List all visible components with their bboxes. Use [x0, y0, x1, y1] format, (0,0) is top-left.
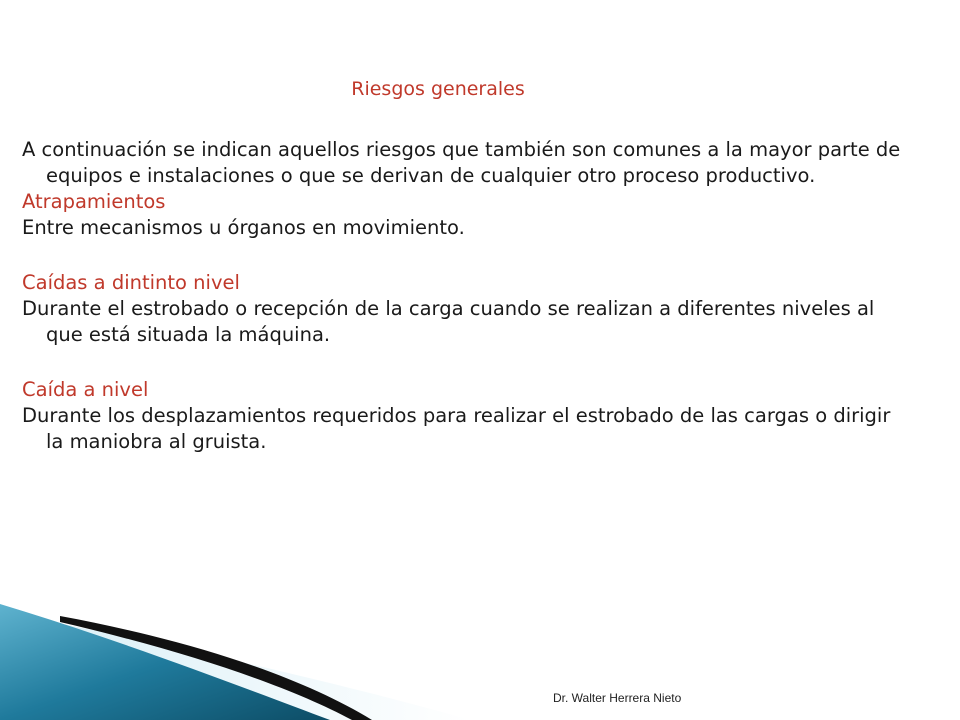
section-heading-caida-nivel: Caída a nivel [22, 378, 149, 401]
section-text-caidas-distinto-nivel: Durante el estrobado o recepción de la carga cuando se realizan a diferentes niveles al que está situada la máquina. [22, 297, 875, 346]
intro-paragraph: A continuación se indican aquellos riesgos que también son comunes a la mayor parte de equipos e instalaciones o que se derivan de cualquier otro proceso productivo. [22, 138, 901, 187]
slide-title: Riesgos generales [351, 78, 525, 100]
teal-swoosh-band [0, 604, 330, 720]
section-text-atrapamientos: Entre mecanismos u órganos en movimiento. [22, 216, 465, 239]
section-heading-caidas-distinto-nivel: Caídas a dintinto nivel [22, 271, 240, 294]
section-heading-atrapamientos: Atrapamientos [22, 190, 166, 213]
footer-author: Dr. Walter Herrera Nieto [553, 691, 682, 705]
section-text-caida-nivel: Durante los desplazamientos requeridos para realizar el estrobado de las cargas o dirigir la maniobra al gruista. [22, 404, 891, 453]
